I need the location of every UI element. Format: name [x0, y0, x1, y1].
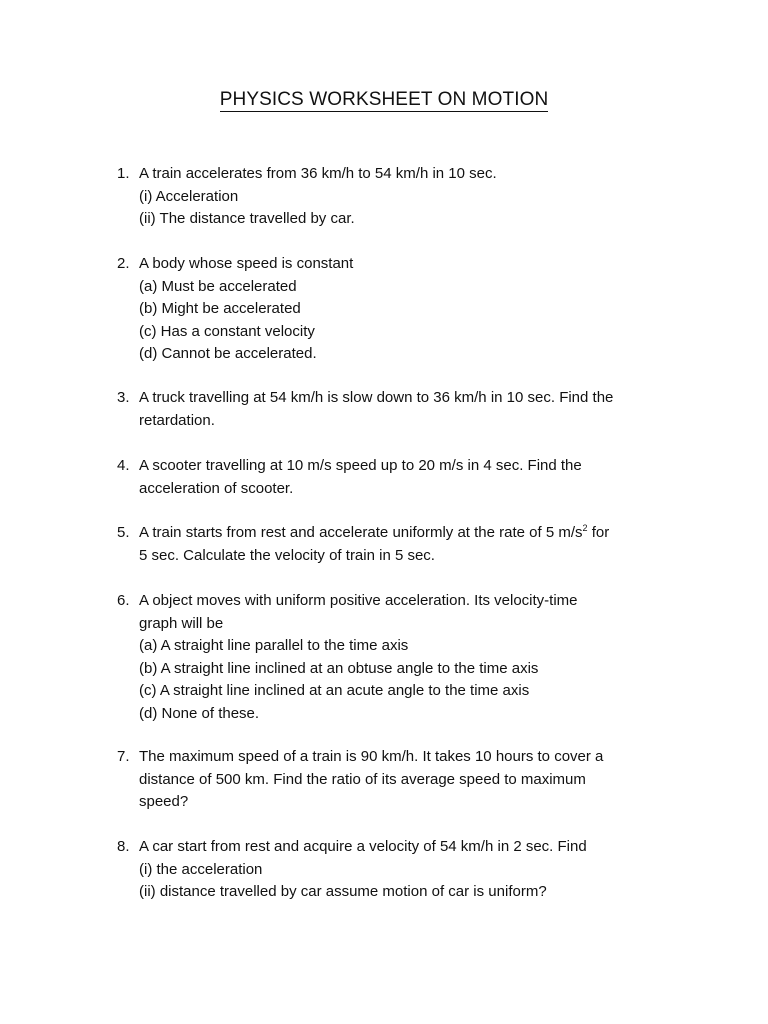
question-number: 4. — [117, 457, 130, 474]
question-text: A body whose speed is constant — [139, 255, 354, 272]
question-option: (d) Cannot be accelerated. — [139, 345, 317, 362]
question-text — [139, 522, 717, 545]
question-text: speed? — [139, 793, 189, 810]
question-7 — [117, 746, 717, 814]
question-option: (i) Acceleration — [139, 187, 239, 205]
question-number: 6. — [117, 592, 130, 609]
question-number: 5. — [117, 524, 130, 541]
question-option: (ii) The distance travelled by car. — [139, 210, 355, 227]
question-option: (b) Might be accelerated — [139, 300, 301, 317]
question-text: retardation. — [139, 411, 215, 429]
question-1 — [117, 163, 717, 231]
question-text: A object moves with uniform positive acceleration. Its velocity-time — [139, 592, 578, 609]
page-title — [0, 89, 768, 111]
question-number: 1. — [117, 165, 130, 182]
question-number: 2. — [117, 255, 130, 272]
question-option: (a) Must be accelerated — [139, 277, 297, 295]
question-text: acceleration of scooter. — [139, 479, 294, 497]
question-text: graph will be — [139, 614, 224, 632]
question-number: 7. — [117, 748, 130, 765]
question-text: distance of 500 km. Find the ratio of its average speed to maximum — [139, 770, 586, 788]
question-text: The maximum speed of a train is 90 km/h. It takes 10 hours to cover a — [139, 748, 604, 765]
page-title-text: PHYSICS WORKSHEET ON MOTION — [219, 89, 549, 110]
question-option: (b) A straight line inclined at an obtuse angle to the time axis — [139, 659, 539, 677]
question-option: (i) the acceleration — [139, 860, 263, 878]
question-text: A car start from rest and acquire a velocity of 54 km/h in 2 sec. Find — [139, 838, 587, 855]
superscript: 2 — [582, 523, 588, 533]
question-3 — [117, 387, 717, 432]
question-number: 3. — [117, 389, 130, 406]
question-option: (a) A straight line parallel to the time axis — [139, 637, 409, 654]
question-option: (c) A straight line inclined at an acute angle to the time axis — [139, 682, 530, 699]
question-2 — [117, 253, 717, 366]
question-5 — [117, 522, 717, 567]
question-6 — [117, 590, 717, 725]
question-text: A truck travelling at 54 km/h is slow down to 36 km/h in 10 sec. Find the — [139, 389, 614, 406]
question-option: (ii) distance travelled by car assume motion of car is uniform? — [139, 883, 547, 900]
question-text: 5 sec. Calculate the velocity of train in 5 sec. — [139, 546, 435, 564]
question-text-main: A train starts from rest and accelerate uniformly at the rate of 5 m/s — [139, 524, 583, 541]
question-option: (c) Has a constant velocity — [139, 322, 315, 340]
question-number: 8. — [117, 838, 130, 855]
question-text: A train accelerates from 36 km/h to 54 km/h in 10 sec. — [139, 165, 497, 182]
question-8 — [117, 836, 717, 904]
question-text-tail: for — [587, 524, 610, 541]
question-4 — [117, 455, 717, 500]
question-text: A scooter travelling at 10 m/s speed up to 20 m/s in 4 sec. Find the — [139, 457, 582, 474]
question-option: (d) None of these. — [139, 704, 260, 722]
